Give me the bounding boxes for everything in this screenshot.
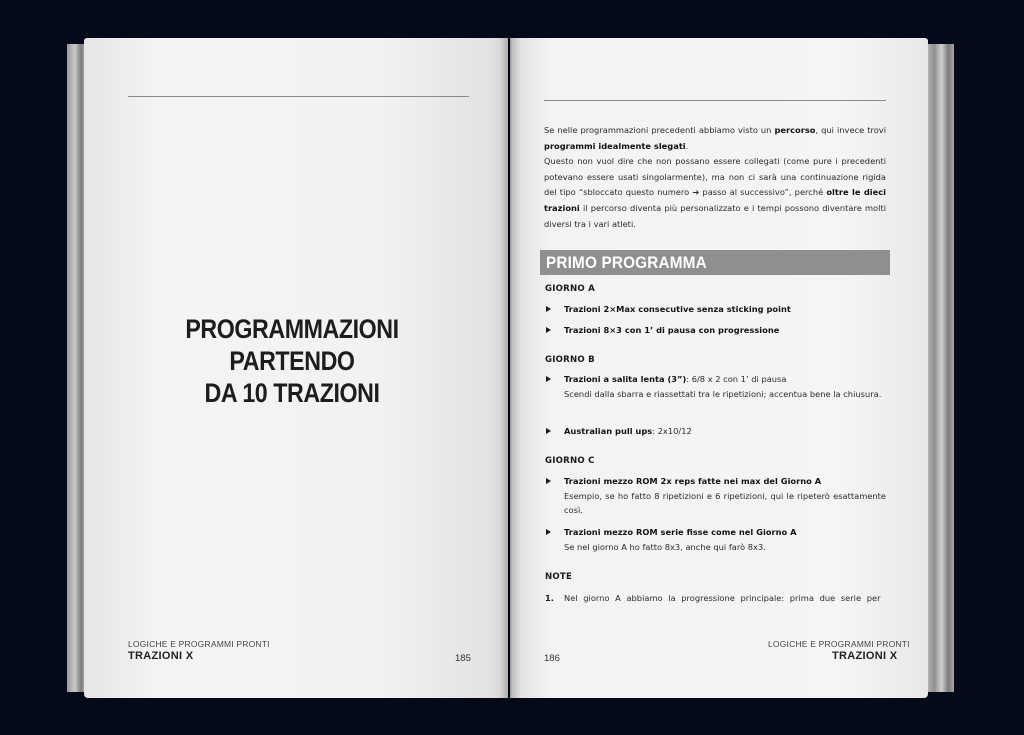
giorno-c-item: Trazioni mezzo ROM serie fisse come nel Giorno A Se nel giorno A ho fatto 8x3, anche qui farò 8x3. — [546, 525, 886, 554]
bullet-arrow-icon — [546, 327, 551, 333]
giorno-a-item: Trazioni 8×3 con 1’ di pausa con progressione — [546, 323, 886, 338]
section-title: PRIMO PROGRAMMA — [546, 253, 707, 272]
right-footer-label: LOGICHE E PROGRAMMI PRONTI — [768, 639, 910, 649]
chapter-title-line: PARTENDO — [229, 346, 355, 376]
book-gutter-shadow — [500, 38, 520, 698]
left-footer-book-title: TRAZIONI X — [128, 650, 194, 662]
intro-paragraph — [544, 123, 886, 232]
note-heading: NOTE — [545, 572, 573, 582]
giorno-b-item: Trazioni a salita lenta (3”): 6/8 x 2 con 1’ di pausa Scendi dalla sbarra e riassettati tra le ripetizioni; accentua bene la chiusura. — [546, 372, 886, 401]
chapter-title-line: PROGRAMMAZIONI — [185, 314, 399, 344]
intro-line-2: Questo non vuol dire che non possano essere collegati (come pure i precedenti potevano essere usati singolarmente), ma non ci sarà una continuazione rigida del tipo “sbloccato questo numero ➔ passo al successivo”, perché oltre le dieci trazioni il percorso diventa più personalizzato e i tempi possono diventare molti diversi tra i vari atleti. — [544, 156, 887, 229]
bullet-arrow-icon — [546, 529, 551, 535]
chapter-title — [178, 313, 405, 409]
left-footer-label: LOGICHE E PROGRAMMI PRONTI — [128, 639, 270, 649]
bullet-arrow-icon — [546, 428, 551, 434]
giorno-c-heading: GIORNO C — [545, 456, 595, 466]
giorno-b-item: Australian pull ups: 2x10/12 — [546, 424, 886, 439]
left-header-rule — [128, 96, 469, 97]
giorno-a-heading: GIORNO A — [545, 284, 595, 294]
bullet-arrow-icon — [546, 306, 551, 312]
left-page-number: 185 — [455, 653, 471, 664]
note-item: 1. Nel giorno A abbiamo la progressione principale: prima due serie per — [545, 593, 881, 603]
giorno-a-item: Trazioni 2×Max consecutive senza sticking point — [546, 302, 886, 317]
right-footer-book-title: TRAZIONI X — [832, 650, 898, 662]
section-title-bar — [540, 250, 890, 275]
bullet-arrow-icon — [546, 376, 551, 382]
giorno-b-heading: GIORNO B — [545, 355, 595, 365]
giorno-c-item: Trazioni mezzo ROM 2x reps fatte nei max del Giorno A Esempio, se ho fatto 8 ripetizioni e 6 ripetizioni, qui le ripeterò esattamente così. — [546, 474, 886, 518]
right-header-rule — [544, 100, 886, 101]
bullet-arrow-icon — [546, 478, 551, 484]
chapter-title-line: DA 10 TRAZIONI — [204, 378, 380, 408]
intro-line-1: Se nelle programmazioni precedenti abbiamo visto un percorso, qui invece trovi programmi idealmente slegati. — [544, 125, 887, 151]
right-page-edge — [926, 44, 954, 692]
right-page-number: 186 — [544, 653, 560, 664]
